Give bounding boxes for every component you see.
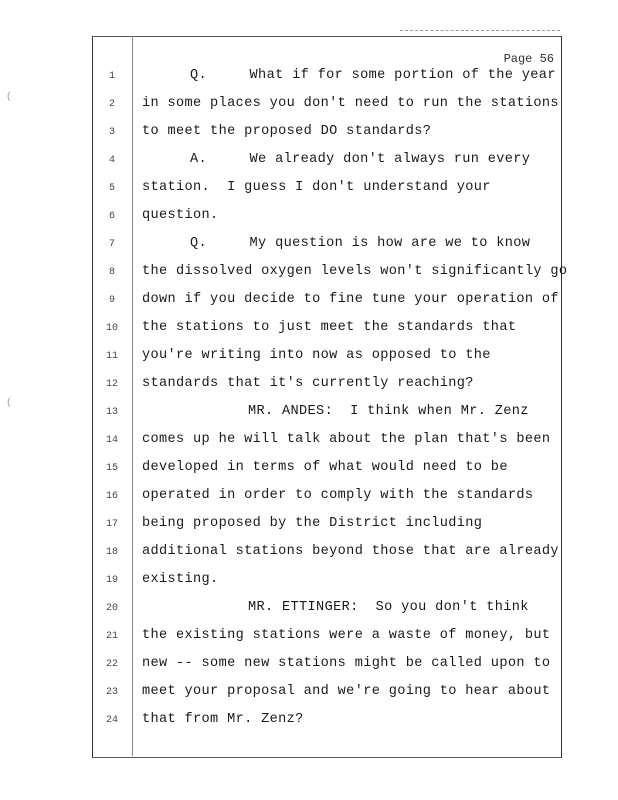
line-number: 16: [105, 491, 118, 502]
line-number: 1: [108, 71, 115, 82]
line-number: 21: [105, 631, 118, 642]
transcript-line-17: [92, 514, 560, 542]
line-number: 18: [105, 547, 118, 558]
transcript-line-16: [92, 486, 560, 514]
page-number: Page 56: [503, 52, 554, 66]
line-number: 20: [105, 603, 118, 614]
line-text: existing.: [142, 572, 219, 587]
transcript-line-8: [92, 262, 568, 290]
line-text: the dissolved oxygen levels won't significantly go: [142, 264, 568, 279]
transcript-line-23: [92, 682, 560, 710]
transcript-line-3: [92, 122, 560, 150]
line-text: meet your proposal and we're going to hear about: [142, 684, 551, 699]
line-text: new -- some new stations might be called upon to: [142, 656, 551, 671]
line-number: 24: [105, 715, 118, 726]
transcript-line-15: [92, 458, 560, 486]
transcript-line-5: [92, 178, 560, 206]
transcript-line-13: [92, 402, 560, 430]
line-text: to meet the proposed DO standards?: [142, 124, 432, 139]
line-number: 9: [108, 295, 115, 306]
line-text: operated in order to comply with the standards: [142, 488, 534, 503]
transcript-line-2: [92, 94, 560, 122]
transcript-line-24: [92, 710, 560, 738]
top-scan-mark: [400, 30, 560, 31]
line-number: 2: [108, 99, 115, 110]
transcript-line-20: [92, 598, 560, 626]
line-number: 11: [105, 351, 118, 362]
line-text: being proposed by the District including: [142, 516, 483, 531]
transcript-lines: [92, 66, 568, 738]
line-text: Q. What if for some portion of the year: [190, 68, 556, 83]
line-text: Q. My question is how are we to know: [190, 236, 531, 251]
line-text: station. I guess I don't understand your: [142, 180, 491, 195]
line-number: 13: [105, 407, 118, 418]
line-text: you're writing into now as opposed to the: [142, 348, 491, 363]
line-text: the existing stations were a waste of money, but: [142, 628, 551, 643]
line-text: A. We already don't always run every: [190, 152, 531, 167]
transcript-line-12: [92, 374, 560, 402]
line-number: 22: [105, 659, 118, 670]
transcript-line-9: [92, 290, 560, 318]
transcript-line-14: [92, 430, 560, 458]
line-number: 6: [108, 211, 115, 222]
line-text: MR. ANDES: I think when Mr. Zenz: [248, 404, 529, 419]
transcript-line-11: [92, 346, 560, 374]
line-text: additional stations beyond those that are already: [142, 544, 559, 559]
line-number: 8: [108, 267, 115, 278]
transcript-line-19: [92, 570, 560, 598]
line-text: standards that it's currently reaching?: [142, 376, 474, 391]
line-number: 19: [105, 575, 118, 586]
line-number: 23: [105, 687, 118, 698]
line-number: 17: [105, 519, 118, 530]
line-text: the stations to just meet the standards that: [142, 320, 517, 335]
line-text: developed in terms of what would need to be: [142, 460, 508, 475]
line-text: in some places you don't need to run the stations: [142, 96, 559, 111]
transcript-line-10: [92, 318, 560, 346]
left-margin-mark-2: (: [6, 398, 13, 409]
line-number: 7: [108, 239, 115, 250]
transcript-line-21: [92, 626, 560, 654]
transcript-line-22: [92, 654, 560, 682]
transcript-line-18: [92, 542, 560, 570]
line-text: down if you decide to fine tune your operation of: [142, 292, 559, 307]
transcript-line-6: [92, 206, 560, 234]
line-text: comes up he will talk about the plan that's been: [142, 432, 551, 447]
left-margin-mark-1: (: [6, 92, 13, 103]
line-text: question.: [142, 208, 219, 223]
line-number: 3: [108, 127, 115, 138]
transcript-line-7: [92, 234, 560, 262]
line-text: MR. ETTINGER: So you don't think: [248, 600, 529, 615]
line-number: 10: [105, 323, 118, 334]
line-number: 15: [105, 463, 118, 474]
transcript-line-4: [92, 150, 560, 178]
line-text: that from Mr. Zenz?: [142, 712, 304, 727]
line-number: 12: [105, 379, 118, 390]
line-number: 14: [105, 435, 118, 446]
line-number: 5: [108, 183, 115, 194]
line-number: 4: [108, 155, 115, 166]
transcript-line-1: [92, 66, 560, 94]
